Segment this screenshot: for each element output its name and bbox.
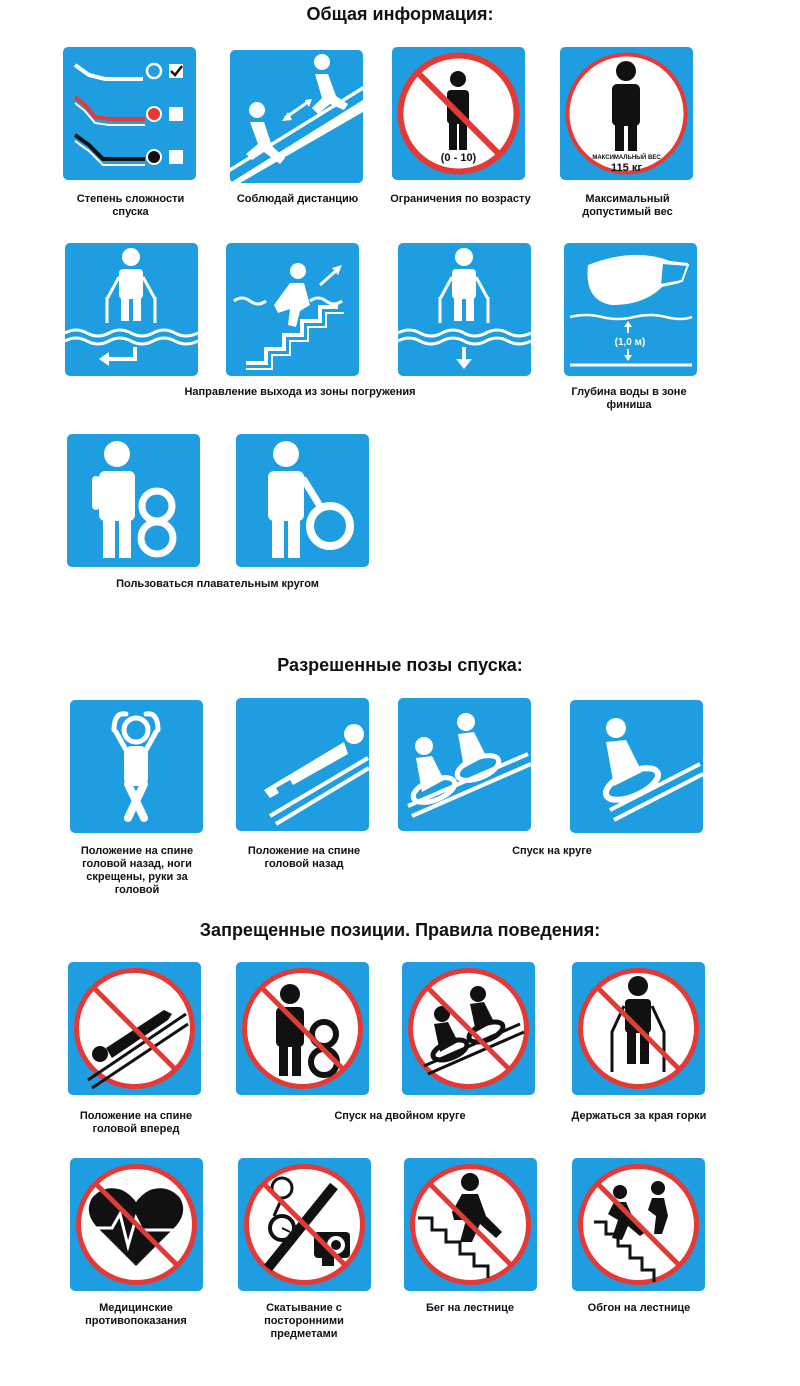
person-double-ring-icon	[67, 434, 200, 567]
caption-weight: Максимальный допустимый вес	[582, 193, 673, 218]
back-crossed-sign	[70, 700, 203, 833]
ring-pair-icon	[398, 698, 531, 831]
heading-general: Общая информация:	[306, 4, 494, 24]
difficulty-sign	[63, 47, 196, 180]
weight-sign-label: МАКСИМАЛЬНЫЙ ВЕС	[592, 155, 661, 161]
no-overtaking-stairs-icon	[572, 1158, 705, 1291]
caption-back-crossed: Положение на спине головой назад, ноги скрещены, руки за головой	[80, 845, 194, 896]
water-depth-icon	[564, 243, 697, 376]
keep-distance-icon	[230, 50, 363, 183]
back-crossed-legs-icon	[70, 700, 203, 833]
caption-objects: Скатывание с посторонними предметами	[264, 1302, 344, 1340]
head-forward-sign	[68, 962, 201, 1095]
weight-sign	[560, 47, 693, 180]
stairs-exit-sign	[226, 243, 359, 376]
caption-double-ring: Спуск на двойном круге	[334, 1110, 466, 1122]
age-sign-text: (0 - 10)	[440, 152, 477, 164]
back-head-back-icon	[236, 698, 369, 831]
ring-pair-sign	[398, 698, 531, 831]
depth-sign	[564, 243, 697, 376]
distance-sign	[230, 50, 363, 183]
caption-depth: Глубина воды в зоне финиша	[571, 386, 687, 411]
single-ring-sign	[236, 434, 369, 567]
running-sign	[404, 1158, 537, 1291]
objects-sign	[238, 1158, 371, 1291]
double-ring-tandem-ban-sign	[402, 962, 535, 1095]
no-objects-icon	[238, 1158, 371, 1291]
caption-overtaking: Обгон на лестнице	[587, 1302, 691, 1314]
difficulty-levels-icon	[63, 47, 196, 180]
weight-sign-value: 115 кг	[611, 162, 642, 174]
no-tandem-ring-icon	[402, 962, 535, 1095]
caption-difficulty: Степень сложности спуска	[76, 193, 185, 218]
heading-forbidden: Запрещенные позиции. Правила поведения:	[199, 920, 601, 940]
no-hold-edges-icon	[572, 962, 705, 1095]
caption-exit-direction: Направление выхода из зоны погружения	[184, 386, 416, 398]
overtaking-sign	[572, 1158, 705, 1291]
caption-medical: Медицинские противопоказания	[85, 1302, 187, 1327]
caption-hold-edges: Держаться за края горки	[571, 1110, 707, 1122]
age-limit-icon	[392, 47, 525, 180]
exit-left-sign	[65, 243, 198, 376]
caption-ring: Спуск на круге	[512, 845, 592, 857]
caption-running: Бег на лестнице	[425, 1302, 515, 1314]
medical-sign	[70, 1158, 203, 1291]
no-running-stairs-icon	[404, 1158, 537, 1291]
caption-head-forward: Положение на спине головой вперед	[79, 1110, 193, 1135]
no-head-forward-icon	[68, 962, 201, 1095]
double-ring-sign	[67, 434, 200, 567]
person-single-ring-icon	[236, 434, 369, 567]
exit-left-icon	[65, 243, 198, 376]
caption-swim-ring: Пользоваться плавательным кругом	[116, 578, 319, 590]
caption-distance: Соблюдай дистанцию	[236, 193, 359, 205]
caption-back-head: Положение на спине головой назад	[247, 845, 361, 870]
heart-pulse-icon	[70, 1158, 203, 1291]
back-head-sign	[236, 698, 369, 831]
ring-single-sign	[570, 700, 703, 833]
double-ring-ban-sign	[236, 962, 369, 1095]
ring-single-icon	[570, 700, 703, 833]
caption-age: Ограничения по возрасту	[390, 193, 531, 205]
hold-edges-sign	[572, 962, 705, 1095]
max-weight-icon	[560, 47, 693, 180]
stairs-exit-icon	[226, 243, 359, 376]
depth-sign-text: (1,0 м)	[614, 337, 646, 348]
age-sign	[392, 47, 525, 180]
no-double-ring-person-icon	[236, 962, 369, 1095]
heading-allowed: Разрешенные позы спуска:	[277, 655, 523, 675]
exit-down-icon	[398, 243, 531, 376]
exit-down-sign	[398, 243, 531, 376]
